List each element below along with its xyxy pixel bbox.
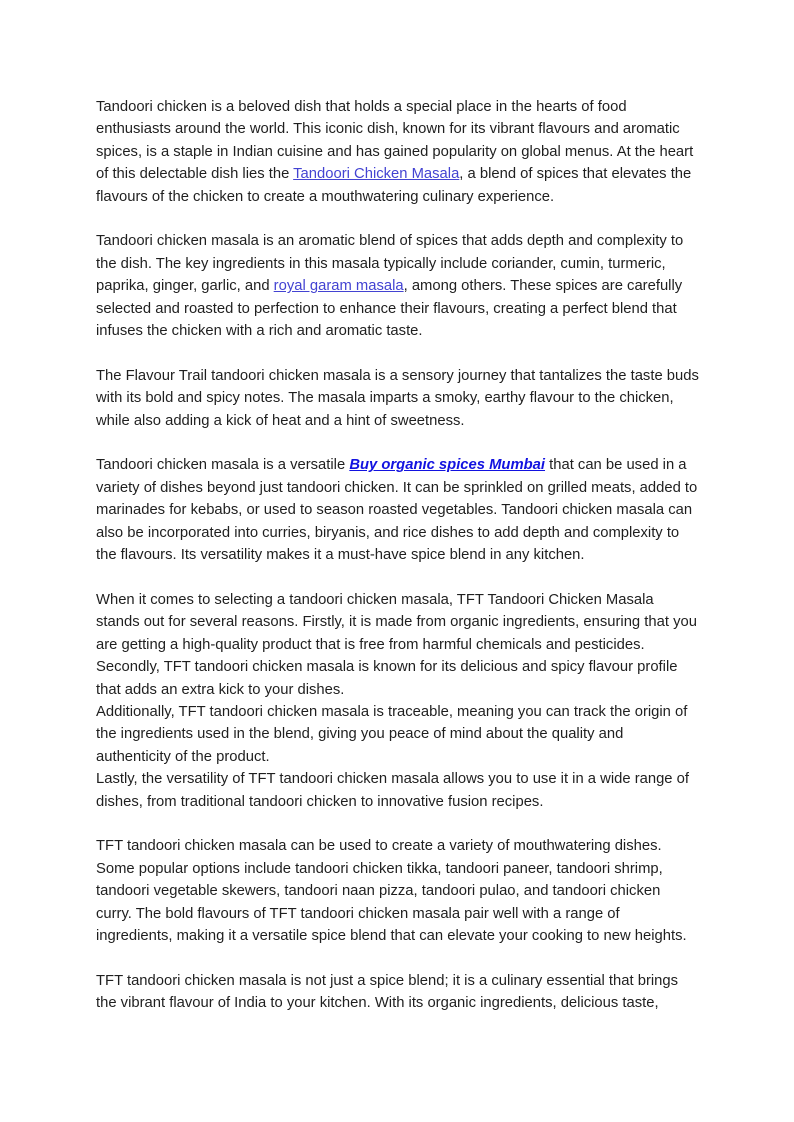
paragraph-intro-text-post: , a blend of spices that elevates the flavours of the chicken to create a mouthwatering culinary experience. xyxy=(96,166,692,205)
document-body xyxy=(96,96,699,1015)
paragraph-closing: TFT tandoori chicken masala is not just a spice blend; it is a culinary essential that brings the vibrant flavour of India to your kitchen. With its organic ingredients, delicious taste, xyxy=(96,972,679,1012)
paragraph-reasons-firstly: When it comes to selecting a tandoori chicken masala, TFT Tandoori Chicken Masala stands out for several reasons. Firstly, it is made from organic ingredients, ensuring that you are getting a high-quality product that is free from harmful chemicals and pesticides. xyxy=(96,591,697,653)
paragraph-flavour-trail: The Flavour Trail tandoori chicken masala is a sensory journey that tantalizes the taste buds with its bold and spicy notes. The masala imparts a smoky, earthy flavour to the chicken, while also adding a kick of heat and a hint of sweetness. xyxy=(96,367,699,429)
paragraph-reasons-secondly: Secondly, TFT tandoori chicken masala is known for its delicious and spicy flavour profile that adds an extra kick to your dishes. xyxy=(96,659,678,698)
paragraph-reasons-lastly: Lastly, the versatility of TFT tandoori chicken masala allows you to use it in a wide range of dishes, from traditional tandoori chicken to innovative fusion recipes. xyxy=(96,771,689,810)
paragraph-versatile-text-post: that can be used in a variety of dishes beyond just tandoori chicken. It can be sprinkled on grilled meats, added to marinades for kebabs, or used to season roasted vegetables. Tandoori chicken masala can also be incorporated into curries, biryanis, and rice dishes to add depth and complexity to the flavours. Its versatility makes it a must-have spice blend in any kitchen. xyxy=(96,457,698,564)
paragraph-intro-text-pre: Tandoori chicken is a beloved dish that holds a special place in the hearts of food enthusiasts around the world. This iconic dish, known for its vibrant flavours and aromatic spices, is a staple in Indian cuisine and has gained popularity on global menus. At the heart of this delectable dish lies the xyxy=(96,99,694,183)
paragraph-ingredients-text-pre: Tandoori chicken masala is an aromatic blend of spices that adds depth and complexity to the dish. The key ingredients in this masala typically include coriander, cumin, turmeric, paprika, ginger, garlic, and xyxy=(96,233,684,295)
paragraph-versatile-text-pre: Tandoori chicken masala is a versatile xyxy=(96,457,350,474)
paragraph-versatile xyxy=(96,454,699,566)
paragraph-ingredients-text-post: , among others. These spices are carefully selected and roasted to perfection to enhance their flavours, creating a perfect blend that infuses the chicken with a rich and aromatic taste. xyxy=(96,278,683,340)
paragraph-ingredients xyxy=(96,230,699,342)
royal-garam-masala-link[interactable]: royal garam masala xyxy=(273,278,404,295)
paragraph-reasons-additionally: Additionally, TFT tandoori chicken masala is traceable, meaning you can track the origin of the ingredients used in the blend, giving you peace of mind about the quality and authenticity of the product. xyxy=(96,703,688,765)
buy-organic-spices-mumbai-link[interactable]: Buy organic spices Mumbai xyxy=(349,457,546,474)
paragraph-intro xyxy=(96,96,699,208)
paragraph-reasons-group xyxy=(96,589,699,813)
tandoori-chicken-masala-link[interactable]: Tandoori Chicken Masala xyxy=(293,166,460,183)
paragraph-dishes: TFT tandoori chicken masala can be used to create a variety of mouthwatering dishes. Some popular options include tandoori chicken tikka, tandoori paneer, tandoori shrimp, tandoori vegetable skewers, tandoori naan pizza, tandoori pulao, and tandoori chicken curry. The bold flavours of TFT tandoori chicken masala pair well with a range of ingredients, making it a versatile spice blend that can elevate your cooking to new heights. xyxy=(96,838,687,944)
